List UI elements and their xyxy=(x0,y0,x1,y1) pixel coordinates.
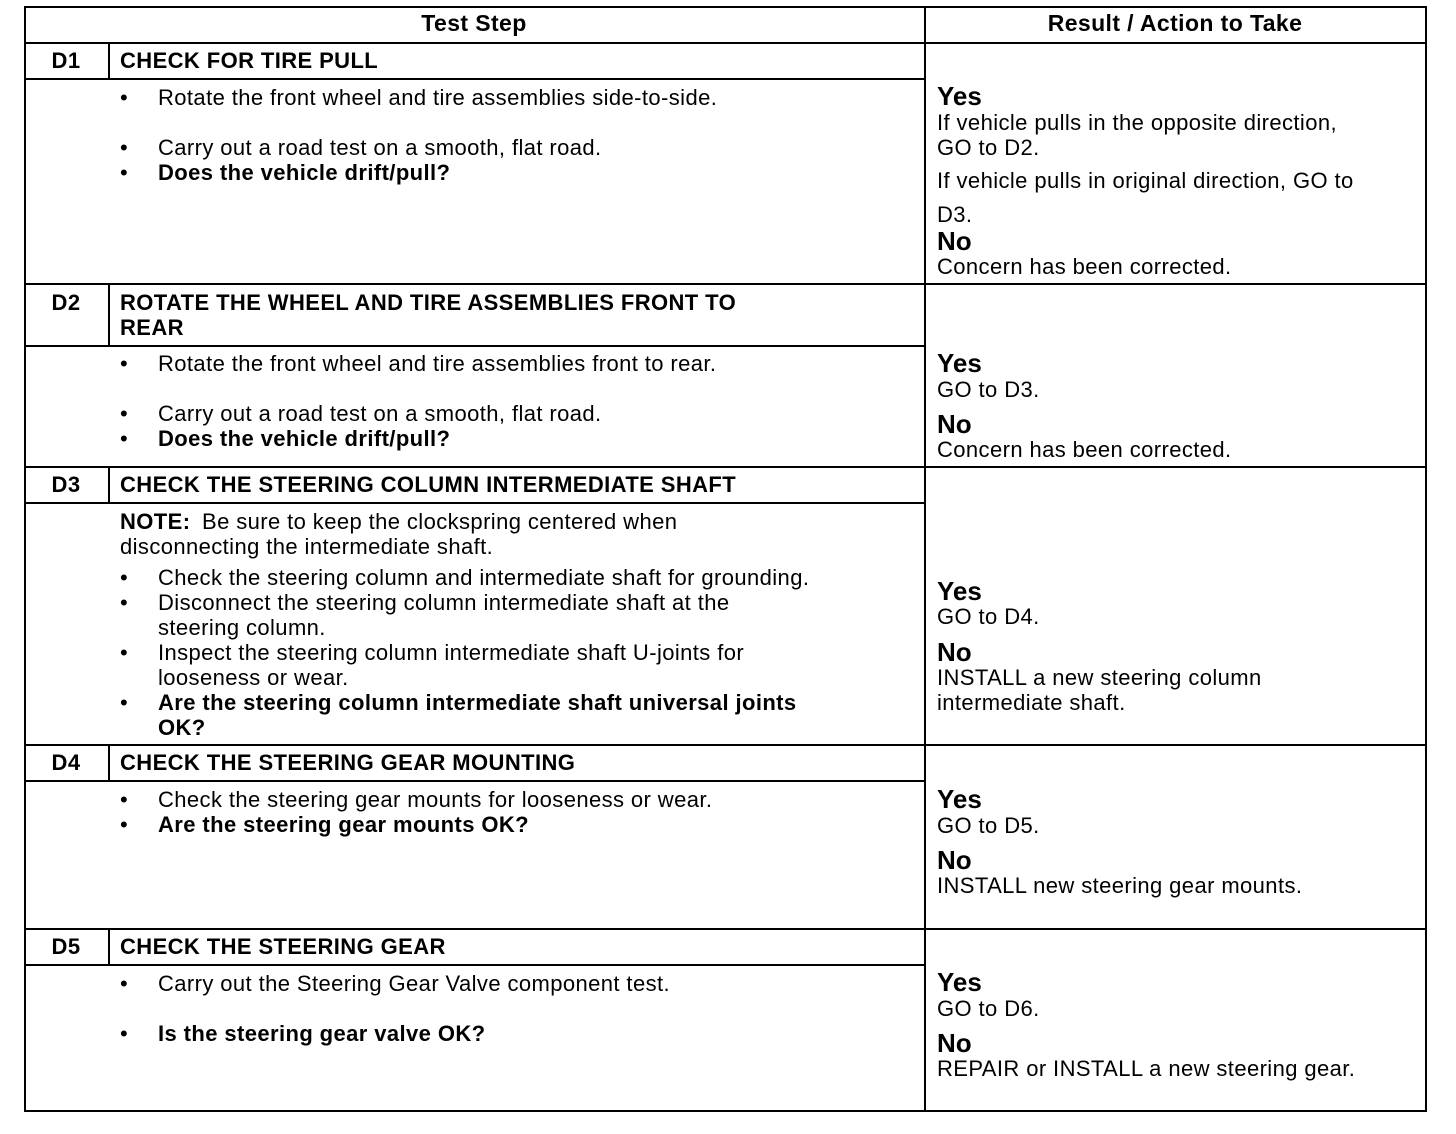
step-item: Rotate the front wheel and tire assemblies side-to-side. xyxy=(158,85,718,110)
title-divider xyxy=(24,78,925,80)
step-item: Rotate the front wheel and tire assemblies front to rear. xyxy=(158,351,717,376)
row-divider xyxy=(24,744,1427,746)
no-text: REPAIR or INSTALL a new steering gear. xyxy=(937,1056,1356,1081)
no-text: intermediate shaft. xyxy=(937,690,1126,715)
yes-label: Yes xyxy=(937,576,982,606)
bullet: • xyxy=(120,135,128,160)
no-label: No xyxy=(937,1028,972,1058)
row-divider xyxy=(24,283,1427,285)
id-divider xyxy=(108,467,110,503)
diagnostic-table xyxy=(24,6,1427,1112)
header-test-step: Test Step xyxy=(421,10,527,36)
table-border-top xyxy=(24,6,1427,8)
step-item: Inspect the steering column intermediate shaft U-joints for xyxy=(158,640,745,665)
no-label: No xyxy=(937,226,972,256)
step-item: Carry out a road test on a smooth, flat road. xyxy=(158,401,602,426)
step-title: CHECK THE STEERING COLUMN INTERMEDIATE SHAFT xyxy=(120,472,737,497)
step-item: steering column. xyxy=(158,615,326,640)
bullet: • xyxy=(120,1021,128,1046)
row-divider xyxy=(24,466,1427,468)
step-question: OK? xyxy=(158,715,206,740)
no-text: INSTALL a new steering column xyxy=(937,665,1262,690)
yes-text: GO to D6. xyxy=(937,996,1040,1021)
title-divider xyxy=(24,780,925,782)
step-title: CHECK FOR TIRE PULL xyxy=(120,48,379,73)
row-divider xyxy=(24,928,1427,930)
step-item: Carry out the Steering Gear Valve component test. xyxy=(158,971,671,996)
step-question: Are the steering gear mounts OK? xyxy=(158,812,529,837)
title-divider xyxy=(24,502,925,504)
step-id: D1 xyxy=(51,48,81,73)
yes-text: GO to D3. xyxy=(937,377,1040,402)
note-label: NOTE: xyxy=(120,509,191,534)
bullet: • xyxy=(120,590,128,615)
row-divider xyxy=(24,42,1427,44)
step-id: D2 xyxy=(51,290,81,315)
yes-text: D3. xyxy=(937,202,973,227)
bullet: • xyxy=(120,565,128,590)
no-text: Concern has been corrected. xyxy=(937,254,1232,279)
step-title: CHECK THE STEERING GEAR xyxy=(120,934,446,959)
bullet: • xyxy=(120,351,128,376)
bullet: • xyxy=(120,426,128,451)
id-divider xyxy=(108,284,110,346)
no-text: INSTALL new steering gear mounts. xyxy=(937,873,1303,898)
bullet: • xyxy=(120,971,128,996)
step-item: looseness or wear. xyxy=(158,665,349,690)
step-item: Check the steering gear mounts for looseness or wear. xyxy=(158,787,713,812)
table-border-right xyxy=(1425,6,1427,1112)
step-item: Carry out a road test on a smooth, flat road. xyxy=(158,135,602,160)
yes-text: GO to D5. xyxy=(937,813,1040,838)
bullet: • xyxy=(120,401,128,426)
no-label: No xyxy=(937,409,972,439)
note-text: disconnecting the intermediate shaft. xyxy=(120,534,494,559)
step-item: Disconnect the steering column intermediate shaft at the xyxy=(158,590,730,615)
no-label: No xyxy=(937,637,972,667)
no-label: No xyxy=(937,845,972,875)
yes-text: GO to D2. xyxy=(937,135,1040,160)
step-id: D5 xyxy=(51,934,81,959)
id-divider xyxy=(108,745,110,781)
step-question: Does the vehicle drift/pull? xyxy=(158,160,451,185)
yes-label: Yes xyxy=(937,81,982,111)
bullet: • xyxy=(120,640,128,665)
step-title: ROTATE THE WHEEL AND TIRE ASSEMBLIES FRONT TO xyxy=(120,290,737,315)
step-question: Is the steering gear valve OK? xyxy=(158,1021,486,1046)
yes-label: Yes xyxy=(937,967,982,997)
step-id: D4 xyxy=(51,750,81,775)
step-id: D3 xyxy=(51,472,81,497)
bullet: • xyxy=(120,787,128,812)
step-title: REAR xyxy=(120,315,184,340)
title-divider xyxy=(24,345,925,347)
yes-text: If vehicle pulls in the opposite direction, xyxy=(937,110,1337,135)
bullet: • xyxy=(120,85,128,110)
step-item: Check the steering column and intermediate shaft for grounding. xyxy=(158,565,810,590)
bullet: • xyxy=(120,690,128,715)
id-divider xyxy=(108,43,110,79)
yes-text: GO to D4. xyxy=(937,604,1040,629)
step-question: Are the steering column intermediate shaft universal joints xyxy=(158,690,797,715)
bullet: • xyxy=(120,160,128,185)
no-text: Concern has been corrected. xyxy=(937,437,1232,462)
yes-label: Yes xyxy=(937,348,982,378)
step-title: CHECK THE STEERING GEAR MOUNTING xyxy=(120,750,576,775)
header-result-action: Result / Action to Take xyxy=(1047,10,1303,36)
id-divider xyxy=(108,929,110,965)
yes-label: Yes xyxy=(937,784,982,814)
bullet: • xyxy=(120,812,128,837)
table-border-bottom xyxy=(24,1110,1427,1112)
note-text: Be sure to keep the clockspring centered when xyxy=(202,509,678,534)
step-question: Does the vehicle drift/pull? xyxy=(158,426,451,451)
yes-text: If vehicle pulls in original direction, GO to xyxy=(937,168,1354,193)
title-divider xyxy=(24,964,925,966)
column-divider xyxy=(924,6,926,1112)
